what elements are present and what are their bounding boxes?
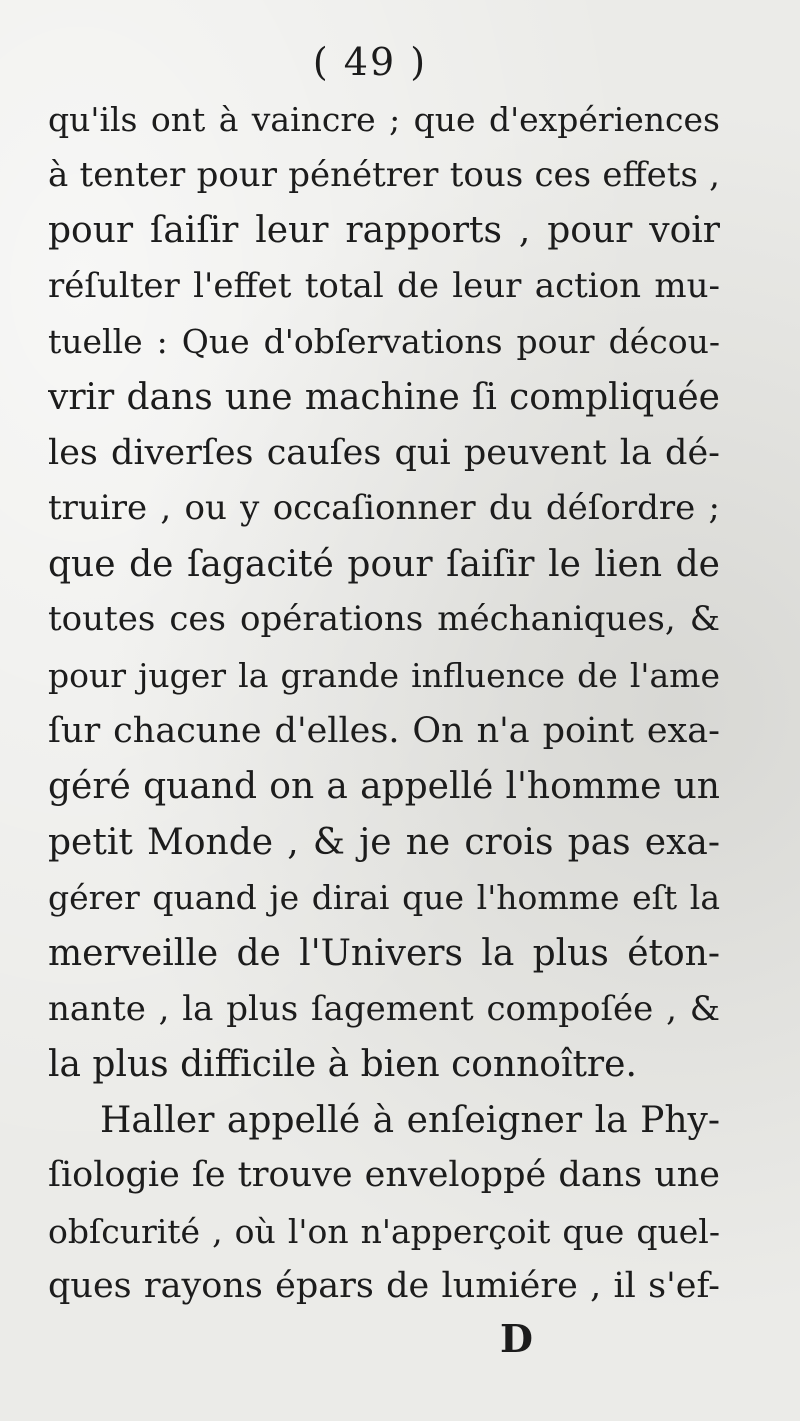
text-line: ſiologie ſe trouve enveloppé dans une <box>48 1155 720 1196</box>
text-line: ques rayons épars de lumiére , il s'ef- <box>48 1266 720 1307</box>
text-line: pour juger la grande influence de l'ame <box>48 655 720 695</box>
text-line: obſcurité , où l'on n'apperçoit que quel- <box>48 1211 720 1251</box>
text-line: nante , la plus ſagement compoſée , & <box>48 988 720 1029</box>
text-line: les diverſes cauſes qui peuvent la dé- <box>48 432 720 473</box>
text-line: ſur chacune d'elles. On n'a point exa- <box>48 710 720 751</box>
text-line: que de ſagacité pour ſaiſir le lien de <box>48 543 720 585</box>
text-line: vrir dans une machine ſi compliquée <box>48 376 720 418</box>
signature-mark: D <box>500 1316 533 1361</box>
paragraph-start-line: Haller appellé à enſeigner la Phy- <box>100 1099 720 1141</box>
text-line: gérer quand je dirai que l'homme eſt la <box>48 878 720 918</box>
text-line: à tenter pour pénétrer tous ces effets , <box>48 154 720 195</box>
text-line: qu'ils ont à vaincre ; que d'expériences <box>48 100 720 139</box>
text-line: pour ſaiſir leur rapports , pour voir <box>48 210 720 252</box>
text-line: tuelle : Que d'obſervations pour décou- <box>48 322 720 362</box>
text-line: petit Monde , & je ne crois pas exa- <box>48 821 720 863</box>
page-number: ( 49 ) <box>312 40 428 84</box>
body-text <box>48 92 720 1315</box>
text-line: réſulter l'effet total de leur action mu- <box>48 265 720 306</box>
text-line: truire , ou y occaſionner du déſordre ; <box>48 488 720 529</box>
text-line: merveille de l'Univers la plus éton- <box>48 932 720 974</box>
paragraph-end-line: la plus difficile à bien connoître. <box>48 1044 637 1086</box>
text-line: géré quand on a appellé l'homme un <box>48 766 720 808</box>
text-line: toutes ces opérations méchaniques, & <box>48 599 720 640</box>
